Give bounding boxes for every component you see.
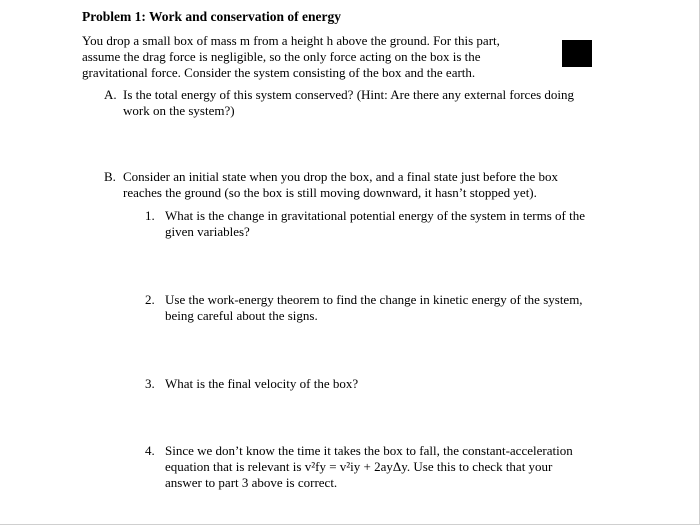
part-b-text	[123, 169, 558, 201]
part-a-text	[123, 87, 574, 119]
problem-intro	[82, 33, 552, 81]
subpart-3-line: What is the final velocity of the box?	[165, 376, 359, 391]
subpart-2-line: being careful about the signs.	[165, 308, 318, 323]
subpart-4-marker: 4.	[145, 443, 155, 458]
intro-line: gravitational force. Consider the system consisting of the box and the earth.	[82, 65, 476, 80]
part-a-line: work on the system?)	[123, 103, 235, 118]
part-b-line: Consider an initial state when you drop the box, and a final state just before the box	[123, 169, 559, 184]
part-a-marker: A.	[104, 87, 117, 102]
subpart-1-marker: 1.	[145, 208, 155, 223]
subpart-2-line: Use the work-energy theorem to find the change in kinetic energy of the system,	[165, 292, 583, 307]
part-a-line: Is the total energy of this system conserved? (Hint: Are there any external forces doing	[123, 87, 575, 102]
part-b-marker: B.	[104, 169, 116, 184]
subpart-4-line: equation that is relevant is v²fy = v²iy + 2ayΔy. Use this to check that your	[165, 459, 553, 474]
subpart-1-text	[165, 208, 585, 240]
subpart-1-line: given variables?	[165, 224, 250, 239]
redaction-box	[562, 40, 592, 67]
subpart-1-line: What is the change in gravitational potential energy of the system in terms of the	[165, 208, 585, 223]
subpart-4-line: answer to part 3 above is correct.	[165, 475, 338, 490]
subpart-3-text	[165, 376, 358, 392]
subpart-2-marker: 2.	[145, 292, 155, 307]
subpart-2-text	[165, 292, 583, 324]
subpart-3-marker: 3.	[145, 376, 155, 391]
subpart-4-line: Since we don’t know the time it takes the box to fall, the constant-acceleration	[165, 443, 573, 458]
intro-line: You drop a small box of mass m from a height h above the ground. For this part,	[82, 33, 500, 48]
intro-line: assume the drag force is negligible, so the only force acting on the box is the	[82, 49, 481, 64]
subpart-4-text	[165, 443, 573, 491]
part-b-line: reaches the ground (so the box is still moving downward, it hasn’t stopped yet).	[123, 185, 537, 200]
problem-title: Problem 1: Work and conservation of energy	[82, 9, 341, 24]
